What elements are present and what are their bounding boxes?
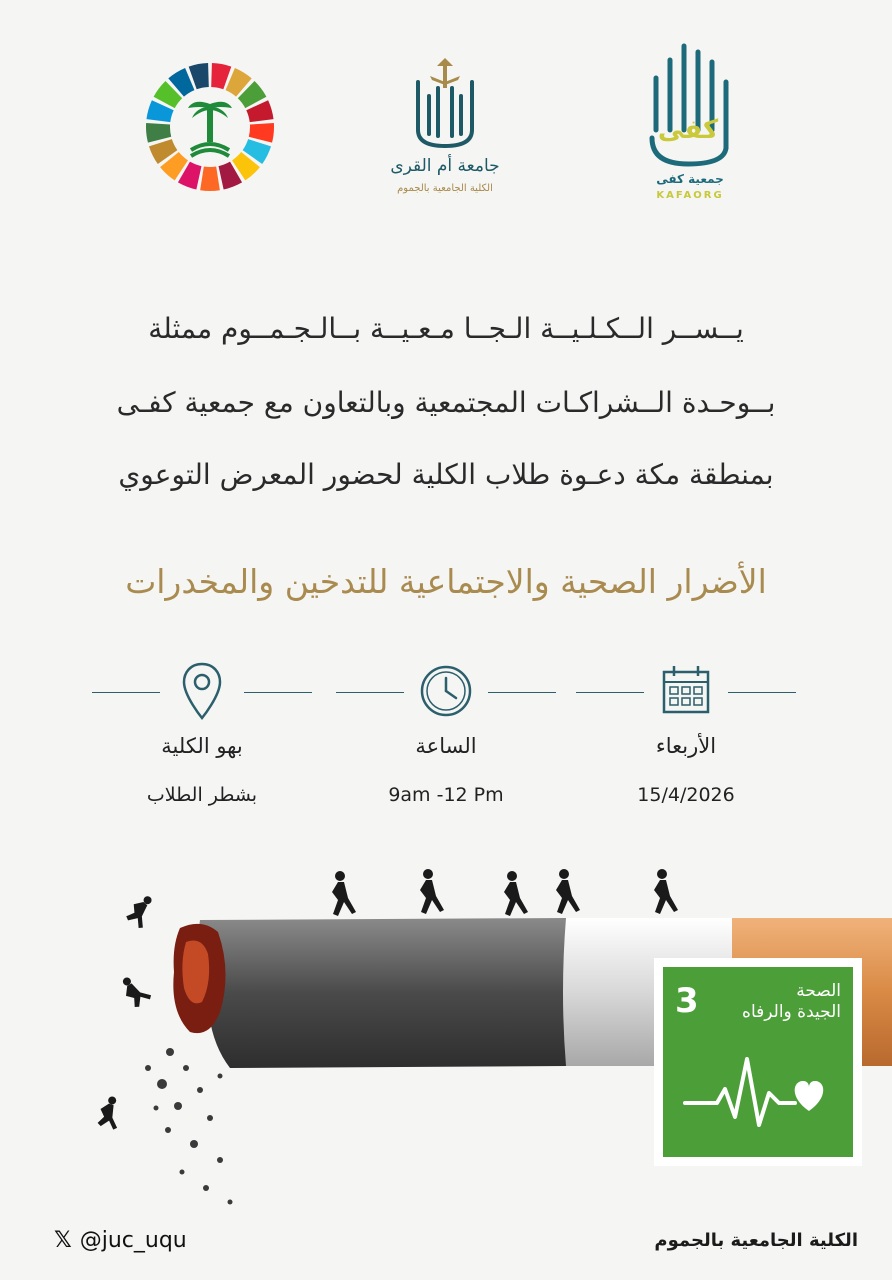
- place-label: بهو الكلية: [161, 734, 243, 758]
- heartbeat-heart-icon: [683, 1053, 833, 1133]
- sdg3-label-line1: الصحة: [796, 981, 841, 1001]
- uqu-college-name: الكلية الجامعية بالجموم: [397, 183, 493, 194]
- x-logo-icon: 𝕏: [54, 1228, 72, 1253]
- social-handle[interactable]: [54, 1228, 187, 1253]
- umm-al-qura-logo: [360, 52, 530, 212]
- kafa-org: KAFAORG: [656, 190, 724, 201]
- handle-text: @juc_uqu: [79, 1228, 187, 1253]
- invitation-line-2: بــوحـدة الــشراكـات المجتمعية وبالتعاون مع جمعية كفـى: [116, 386, 776, 419]
- date-label: الأربعاء: [655, 734, 717, 758]
- running-figures: [332, 869, 678, 916]
- ash-debris: [145, 1048, 233, 1205]
- date-info: [576, 660, 796, 820]
- sdg-wheel-segment: [146, 123, 171, 143]
- divider: [728, 692, 796, 693]
- divider: [92, 692, 160, 693]
- clock-icon: [416, 660, 476, 724]
- time-label: الساعة: [415, 734, 477, 758]
- date-value: 15/4/2026: [637, 784, 735, 806]
- exhibit-title: الأضرار الصحية والاجتماعية للتدخين والمخدرات: [125, 562, 767, 601]
- place-info: [92, 660, 312, 820]
- divider: [576, 692, 644, 693]
- sdg3-label-line2: الجيدة والرفاه: [742, 1002, 841, 1022]
- place-value: بشطر الطلاب: [146, 784, 258, 806]
- falling-figures: [95, 892, 161, 1132]
- calendar-icon: [656, 660, 716, 724]
- sdg-wheel-logo: [143, 60, 277, 194]
- divider: [488, 692, 556, 693]
- kafa-mark-text: كفى: [657, 115, 719, 145]
- sdg-wheel-segment: [249, 123, 274, 143]
- invitation-line-1: يــســر الــكـلـيــة الـجــا مـعـيــة بــالـجـمــوم ممثلة: [148, 312, 744, 345]
- footer-college-name: الكلية الجامعية بالجموم: [654, 1230, 858, 1251]
- time-info: [336, 660, 556, 820]
- divider: [244, 692, 312, 693]
- kafa-name: جمعية كفى: [656, 172, 724, 186]
- divider: [336, 692, 404, 693]
- palm-swords-emblem-icon: [188, 102, 232, 156]
- time-value: 9am -12 Pm: [388, 784, 504, 806]
- invitation-line-3: بمنطقة مكة دعـوة طلاب الكلية لحضور المعرض التوعوي: [118, 458, 774, 491]
- sdg3-label: [711, 981, 841, 1023]
- cigarette-ash: [198, 918, 566, 1068]
- sdg3-panel: [663, 967, 853, 1157]
- sdg3-number: 3: [675, 981, 699, 1021]
- location-pin-icon: [172, 660, 232, 724]
- uqu-emblem-icon: [360, 52, 530, 152]
- kafa-hand-icon: [630, 38, 750, 172]
- sdg-wheel-segment: [200, 167, 220, 191]
- uqu-name: جامعة أم القرى: [390, 156, 500, 176]
- kafa-logo: [630, 38, 750, 208]
- sdg3-card: [654, 958, 862, 1166]
